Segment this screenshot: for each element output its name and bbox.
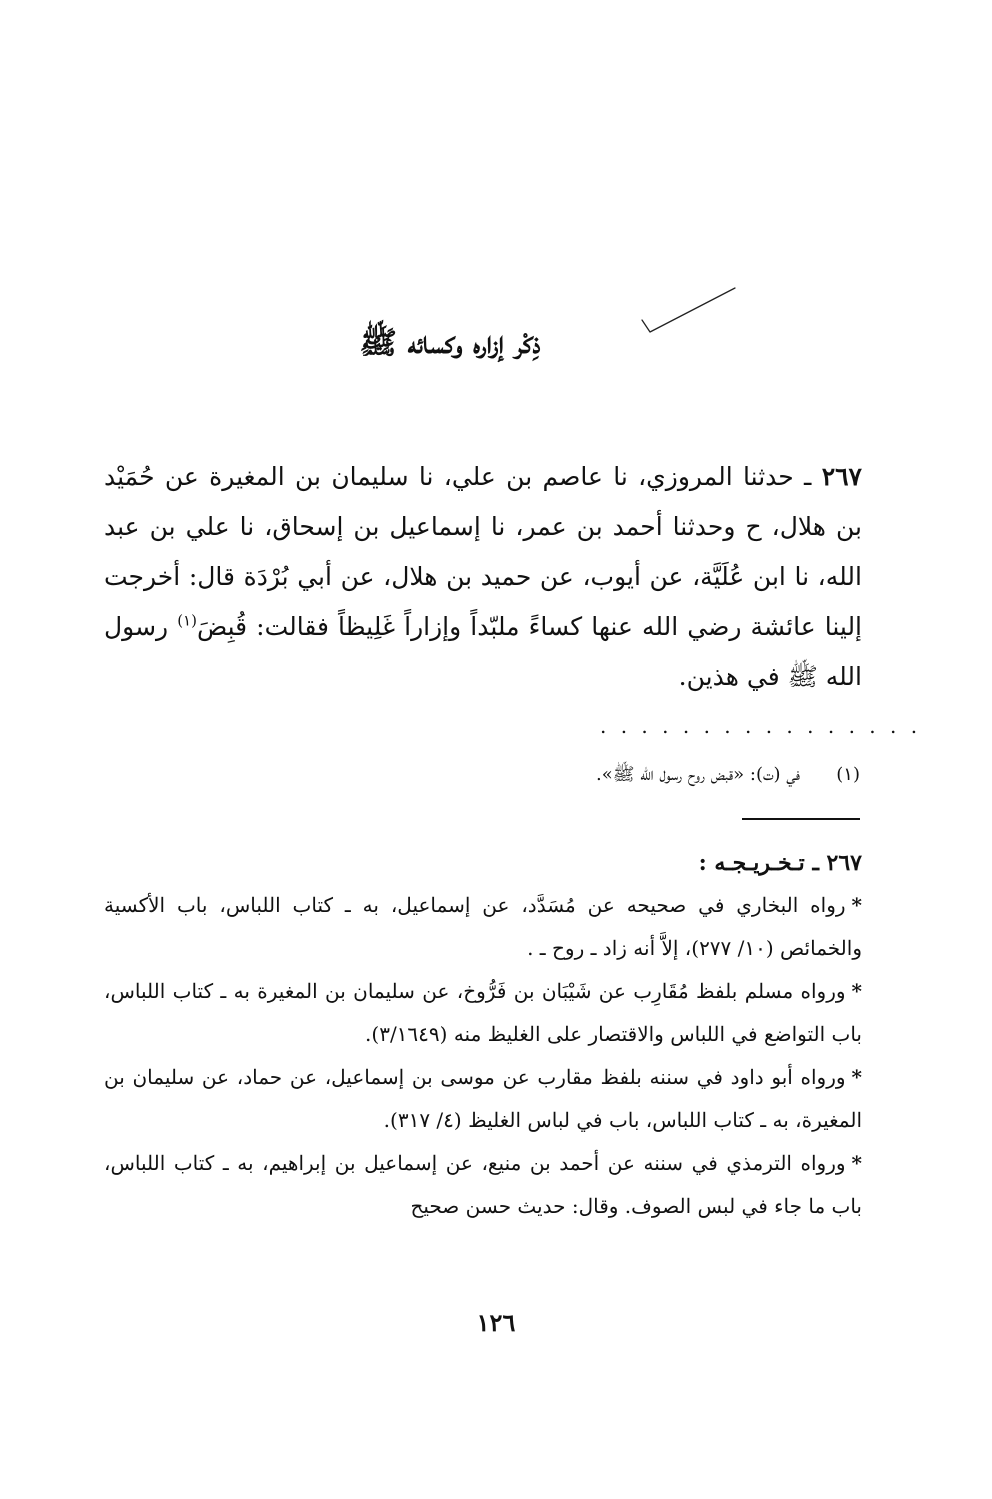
takhrij-entry-abu-dawud <box>104 1056 862 1142</box>
takhrij-entry-bukhari <box>104 884 862 970</box>
separator-dots: . . . . . . . . . . . . . . . . <box>600 714 922 738</box>
page-number: ١٢٦ <box>476 1308 516 1337</box>
bullet-star-icon: * <box>851 893 862 917</box>
takhrij-heading-label: تـخـريـجـه : <box>698 850 805 876</box>
divider-rule <box>742 818 860 820</box>
footnote-text: في (ت): «قبض روح رسول الله ﷺ». <box>596 764 800 785</box>
takhrij-entry-tirmidhi <box>104 1142 862 1228</box>
footnote <box>300 760 860 790</box>
bullet-star-icon: * <box>851 979 862 1003</box>
footnote-reference: (١) <box>177 611 197 630</box>
takhrij-entry-text: ورواه مسلم بلفظ مُقَارِب عن شَيْبَان بن فَرُّوخ، عن سليمان بن المغيرة به ـ كتاب اللباس، باب التواضع في اللباس والاقتصار على الغليظ منه (٣/١٦٤٩). <box>104 979 862 1046</box>
chapter-title: ذِكْر إزاره وكسائه ﷺ <box>359 325 541 361</box>
takhrij-heading-dash: ـ <box>804 850 827 876</box>
takhrij-heading-number: ٢٦٧ <box>826 850 862 876</box>
takhrij-heading <box>500 846 862 880</box>
hadith-text-part-1: ـ حدثنا المروزي، نا عاصم بن علي، نا سليمان بن المغيرة عن حُمَيْد بن هلال، ح وحدثنا أحمد بن عمر، نا إسماعيل بن إسحاق، نا علي بن عبد الله، نا ابن عُلَيَّة، عن أيوب، عن حميد بن هلال، عن أبي بُرْدَة قال: أخرجت إلينا عائشة رضي الله عنها كساءً ملبّداً وإزاراً غَلِيظاً فقالت: قُبِضَ <box>104 462 863 641</box>
footnote-number: (١) <box>836 764 860 785</box>
takhrij-entry-text: رواه البخاري في صحيحه عن مُسَدَّد، عن إسماعيل، به ـ كتاب اللباس، باب الأكسية والخمائص (١٠/ ٢٧٧)، إلاَّ أنه زاد ـ روح ـ . <box>104 893 862 960</box>
takhrij-entry-muslim <box>104 970 862 1056</box>
takhrij-entry-text: ورواه أبو داود في سننه بلفظ مقارب عن موسى بن إسماعيل، عن حماد، عن سليمان بن المغيرة، به ـ كتاب اللباس، باب في لباس الغليظ (٤/ ٣١٧). <box>104 1065 862 1132</box>
hadith-number: ٢٦٧ <box>821 462 862 491</box>
takhrij-list <box>104 884 862 1228</box>
hadith-text-part-2: رسول الله ﷺ في هذين. <box>104 612 862 691</box>
bullet-star-icon: * <box>851 1065 862 1089</box>
hadith-text <box>104 452 862 702</box>
bullet-star-icon: * <box>851 1151 862 1175</box>
takhrij-entry-text: ورواه الترمذي في سننه عن أحمد بن منيع، عن إسماعيل بن إبراهيم، به ـ كتاب اللباس، باب ما جاء في لبس الصوف. وقال: حديث حسن صحيح <box>104 1151 862 1218</box>
